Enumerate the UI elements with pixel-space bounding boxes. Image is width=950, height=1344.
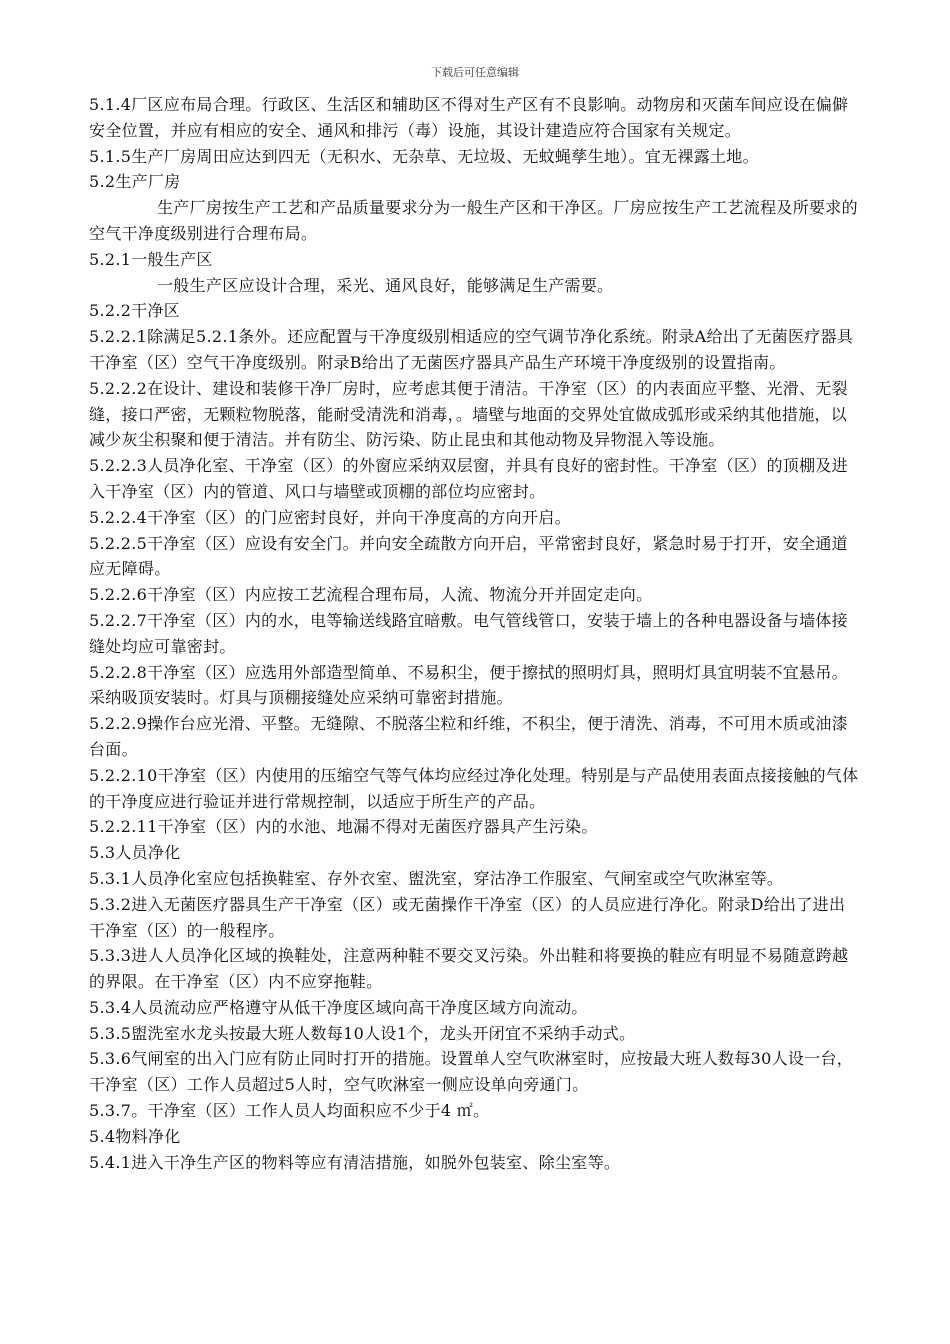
paragraph: 5.2.2.5干净室（区）应设有安全门。并向安全疏散方向开启，平常密封良好，紧急时易于打开，安全通道应无障碍。 [89, 533, 848, 579]
paragraph: 5.3.7。干净室（区）工作人员人均面积应不少于4 ㎡。 [89, 1101, 490, 1121]
paragraph: 5.2.2干净区 [89, 301, 181, 321]
paragraph: 5.2.2.4干净室（区）的门应密封良好，并向干净度高的方向开启。 [89, 507, 571, 527]
page-header: 下载后可任意编辑 [431, 66, 519, 79]
paragraph: 5.3.5盥洗室水龙头按最大班人数每10人设1个，龙头开闭宜不采纳手动式。 [89, 1023, 636, 1043]
paragraph: 5.2.2.1除满足5.2.1条外。还应配置与干净度级别相适应的空气调节净化系统。附录A给出了无菌医疗器具干净室（区）空气干净度级别。附录B给出了无菌医疗器具产品生产环境干净度级别的设置指南。 [89, 327, 854, 372]
paragraph: 5.3人员净化 [89, 843, 181, 863]
paragraph: 5.1.4厂区应布局合理。行政区、生活区和辅助区不得对生产区有不良影响。动物房和灭菌车间应设在偏僻安全位置，并应有相应的安全、通风和排污（毒）设施，其设计建造应符合国家有关规定。 [89, 95, 849, 140]
paragraph: 5.2.2.3人员净化室、干净室（区）的外窗应采纳双层窗，并具有良好的密封性。干净室（区）的顶棚及进入干净室（区）内的管道、风口与墙壁或顶棚的部位均应密封。 [89, 456, 848, 501]
paragraph: 5.2.2.8干净室（区）应选用外部造型简单、不易积尘，便于擦拭的照明灯具，照明灯具宜明装不宜悬吊。采纳吸顶安装时。灯具与顶棚接缝处应采纳可靠密封措施。 [89, 662, 848, 708]
paragraph: 5.3.2进入无菌医疗器具生产干净室（区）或无菌操作干净室（区）的人员应进行净化。附录D给出了进出干净室（区）的一般程序。 [89, 894, 846, 940]
paragraph: 一般生产区应设计合理，采光、通风良好，能够满足生产需要。 [157, 275, 614, 295]
paragraph: 5.2.2.10干净室（区）内使用的压缩空气等气体均应经过净化处理。特别是与产品使用表面点接接触的气体的干净度应进行验证并进行常规控制，以适应于所生产的产品。 [89, 765, 859, 811]
paragraph: 5.4物料净化 [89, 1126, 181, 1146]
paragraph: 5.2.2.7干净室（区）内的水，电等输送线路宜暗敷。电气管线管口，安装于墙上的各种电器设备与墙体接缝处均应可靠密封。 [89, 610, 848, 656]
document-body [89, 92, 859, 1175]
paragraph: 5.3.3进人人员净化区域的换鞋处，注意两种鞋不要交叉污染。外出鞋和将要换的鞋应有明显不易随意跨越的界限。在干净室（区）内不应穿拖鞋。 [89, 946, 849, 992]
paragraph: 5.2.1一般生产区 [89, 249, 213, 269]
paragraph: 5.1.5生产厂房周田应达到四无（无积水、无杂草、无垃圾、无蚊蝇孳生地）。宜无裸露土地。 [89, 146, 759, 166]
paragraph: 5.3.6气闸室的出入门应有防止同时打开的措施。设置单人空气吹淋室时，应按最大班人数每30人设一台，干净室（区）工作人员超过5人时，空气吹淋室一侧应设单向旁通门。 [89, 1049, 854, 1095]
paragraph: 5.2.2.2在设计、建设和装修干净厂房时，应考虑其便于清洁。干净室（区）的内表面应平整、光滑、无裂缝，接口严密，无颗粒物脱落，能耐受清洗和消毒，。墙壁与地面的交界处宜做成弧形或采纳其他措施，以减少灰尘积聚和便于清洁。并有防尘、防污染、防止昆虫和其他动物及异物混入等设施。 [89, 378, 848, 450]
paragraph: 5.3.4人员流动应严格遵守从低干净度区域向高干净度区域方向流动。 [89, 997, 588, 1017]
paragraph: 5.2生产厂房 [89, 172, 181, 192]
paragraph: 5.3.1人员净化室应包括换鞋室、存外衣室、盥洗室，穿沽净工作服室、气闸室或空气吹淋室等。 [89, 868, 784, 888]
paragraph: 5.2.2.11干净室（区）内的水池、地漏不得对无菌医疗器具产生污染。 [89, 817, 598, 837]
paragraph: 5.4.1进入干净生产区的物料等应有清洁措施，如脱外包装室、除尘室等。 [89, 1152, 621, 1172]
paragraph: 生产厂房按生产工艺和产品质量要求分为一般生产区和干净区。厂房应按生产工艺流程及所要求的空气干净度级别进行合理布局。 [89, 198, 858, 243]
paragraph: 5.2.2.6干净室（区）内应按工艺流程合理布局，人流、物流分开并固定走向。 [89, 585, 653, 605]
paragraph: 5.2.2.9操作台应光滑、平整。无缝隙、不脱落尘粒和纤维，不积尘，便于清洗、消毒，不可用木质或油漆台面。 [89, 714, 848, 759]
